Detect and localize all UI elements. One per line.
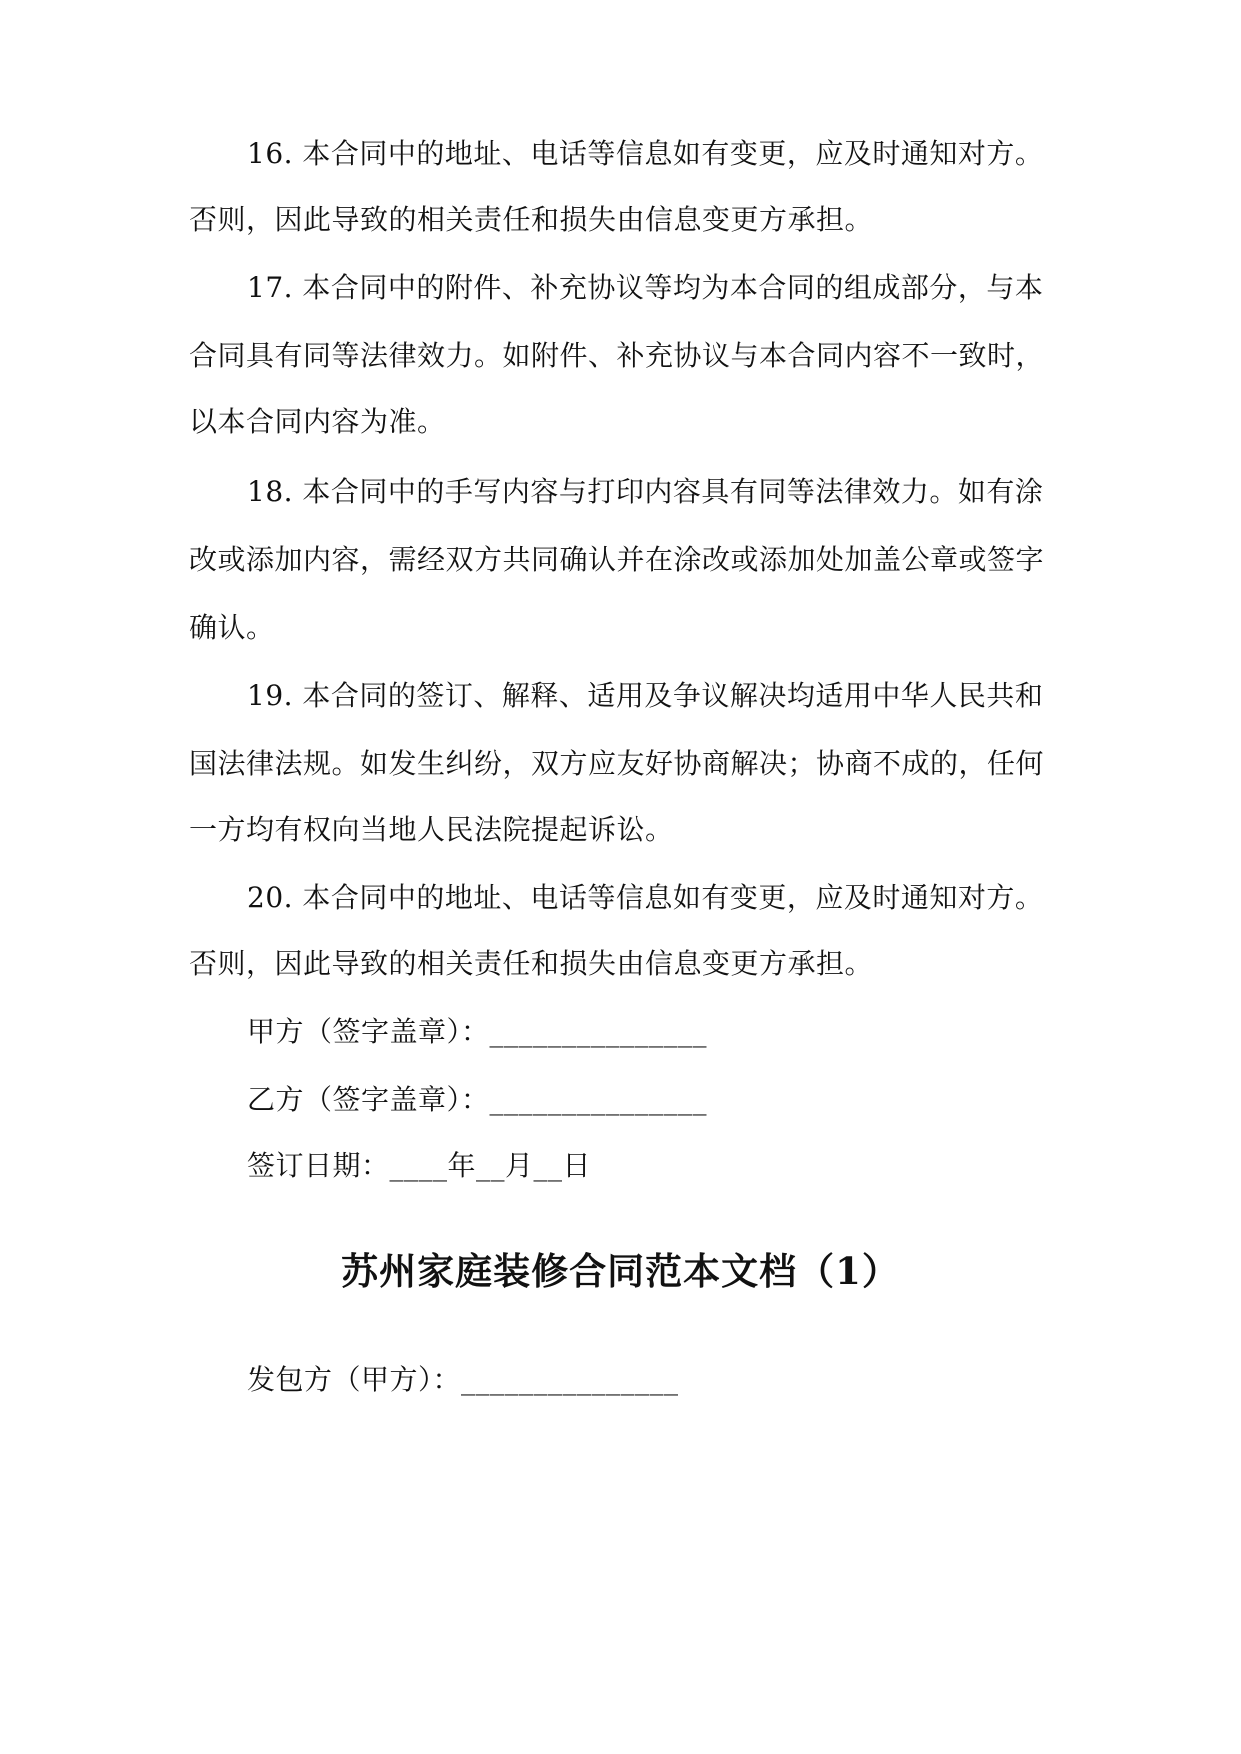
clause-19-line-3: 一方均有权向当地人民法院提起诉讼。 [189,813,674,846]
contractor-party-a-line: 发包方（甲方）：_______________ [247,1363,679,1396]
clause-17-line-1: 17. 本合同中的附件、补充协议等均为本合同的组成部分，与本 [247,271,1044,304]
clause-16-line-1: 16. 本合同中的地址、电话等信息如有变更，应及时通知对方。 [247,137,1044,170]
party-b-signature-line: 乙方（签字盖章）：_______________ [247,1083,708,1116]
clause-18-line-1: 18. 本合同中的手写内容与打印内容具有同等法律效力。如有涂 [247,475,1044,508]
clause-18-line-2: 改或添加内容，需经双方共同确认并在涂改或添加处加盖公章或签字 [189,543,1045,576]
clause-20-line-1: 20. 本合同中的地址、电话等信息如有变更，应及时通知对方。 [247,881,1044,914]
clause-18-line-3: 确认。 [189,611,275,644]
clause-17-line-2: 合同具有同等法律效力。如附件、补充协议与本合同内容不一致时， [189,339,1045,372]
clause-17-line-3: 以本合同内容为准。 [189,405,446,438]
clause-19-line-2: 国法律法规。如发生纠纷，双方应友好协商解决；协商不成的，任何 [189,747,1045,780]
clause-20-line-2: 否则，因此导致的相关责任和损失由信息变更方承担。 [189,947,874,980]
clause-16-line-2: 否则，因此导致的相关责任和损失由信息变更方承担。 [189,203,874,236]
party-a-signature-line: 甲方（签字盖章）：_______________ [247,1015,708,1048]
clause-19-line-1: 19. 本合同的签订、解释、适用及争议解决均适用中华人民共和 [247,679,1044,712]
document-title: 苏州家庭装修合同范本文档（1） [341,1249,900,1293]
signing-date-line: 签订日期：____年__月__日 [247,1149,592,1182]
